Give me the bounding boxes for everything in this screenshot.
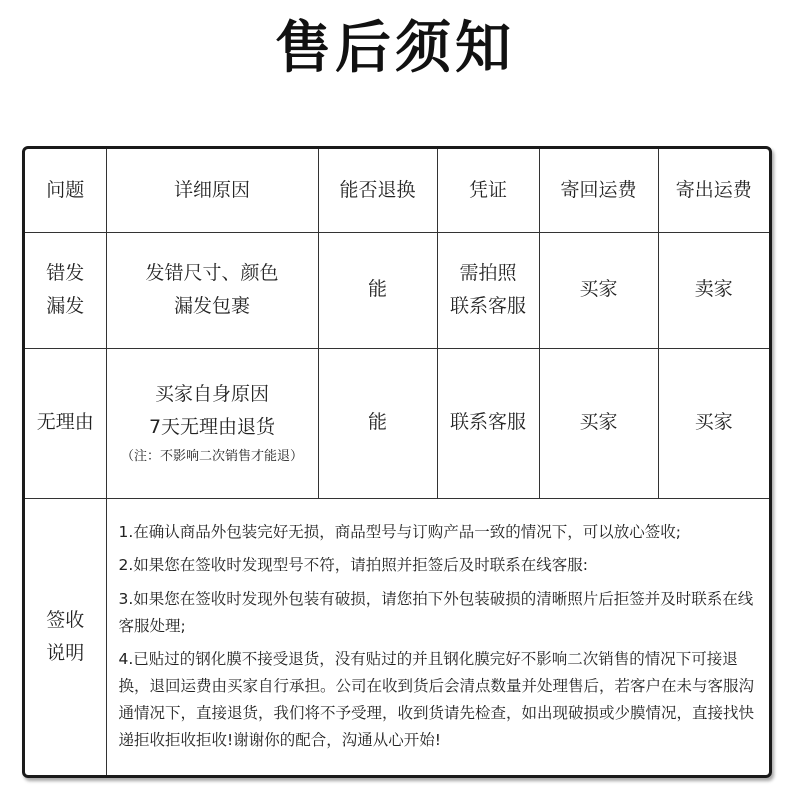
header-row — [25, 149, 769, 232]
header-proof: 凭证 — [437, 149, 539, 232]
header-issue: 问题 — [25, 149, 106, 232]
header-returnable: 能否退换 — [318, 149, 437, 232]
row1-proof: 需拍照 联系客服 — [437, 232, 539, 348]
row1-reason: 发错尺寸、颜色 漏发包裹 — [106, 232, 318, 348]
row2-reason-note: （注：不影响二次销售才能退） — [120, 448, 303, 464]
row1-send-fee: 卖家 — [658, 232, 769, 348]
after-sales-table — [22, 146, 772, 778]
note-2: 2.如果您在签收时发现型号不符，请拍照并拒签后及时联系在线客服: — [118, 556, 589, 575]
header-reason: 详细原因 — [106, 149, 318, 232]
header-send-fee: 寄出运费 — [658, 149, 769, 232]
row2-return-fee: 买家 — [539, 348, 658, 498]
header-return-fee: 寄回运费 — [539, 149, 658, 232]
row2-reason: 买家自身原因 7天无理由退货 （注：不影响二次销售才能退） — [106, 348, 318, 498]
row3-notes — [106, 498, 769, 775]
note-3: 3.如果您在签收时发现外包装有破损，请您拍下外包装破损的清晰照片后拒签并及时联系在线客服处理; — [118, 589, 754, 635]
row2-returnable: 能 — [318, 348, 437, 498]
row2-issue: 无理由 — [25, 348, 106, 498]
table-row — [25, 348, 769, 498]
row1-issue: 错发 漏发 — [25, 232, 106, 348]
row1-returnable: 能 — [318, 232, 437, 348]
table-row — [25, 232, 769, 348]
page-title: 售后须知 — [275, 16, 515, 81]
note-1: 1.在确认商品外包装完好无损，商品型号与订购产品一致的情况下，可以放心签收; — [118, 523, 682, 542]
table-row — [25, 498, 769, 775]
note-4: 4.已贴过的钢化膜不接受退货，没有贴过的并且钢化膜完好不影响二次销售的情况下可接退换，退回运费由买家自行承担。公司在收到货后会清点数量并处理售后，若客户在未与客服沟通情况下，直接退货，我们将不予受理，收到货请先检查，如出现破损或少膜情况，直接找快递拒收拒收拒收!谢谢你的配合，沟通从心开始! — [118, 649, 755, 750]
row2-proof: 联系客服 — [437, 348, 539, 498]
row3-label: 签收 说明 — [25, 498, 106, 775]
row1-return-fee: 买家 — [539, 232, 658, 348]
row2-send-fee: 买家 — [658, 348, 769, 498]
